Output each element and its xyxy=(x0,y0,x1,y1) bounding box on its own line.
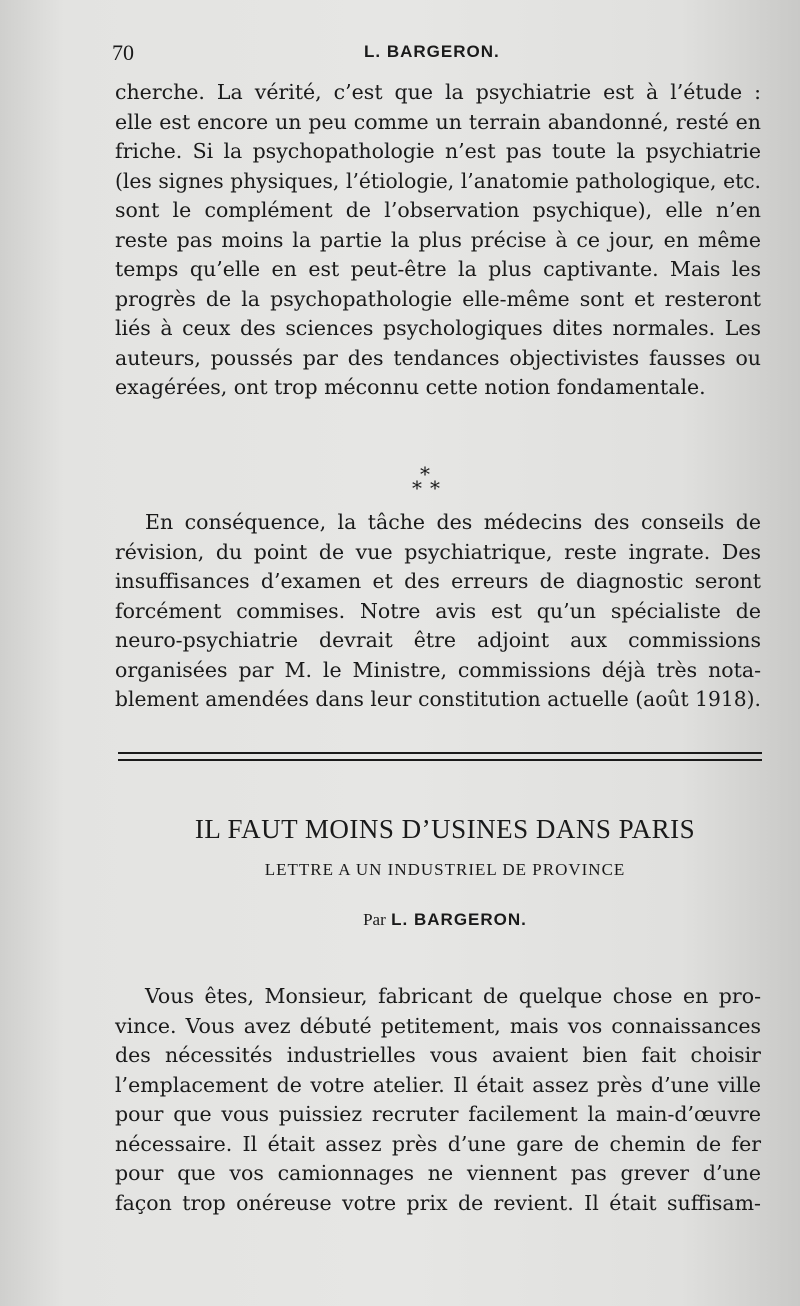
text-line: vince. Vous avez débuté petitement, mais vos connaissances xyxy=(115,1013,761,1038)
text-line: révision, du point de vue psychiatrique, reste ingrate. Des xyxy=(115,539,761,564)
text-line: exagérées, ont trop méconnu cette notion fondamentale. xyxy=(115,375,706,399)
text-line: insuffisances d’examen et des erreurs de diagnostic seront xyxy=(115,569,761,593)
text-line: elle est encore un peu comme un terrain abandonné, resté en xyxy=(115,109,761,134)
asterisk: * xyxy=(412,476,422,500)
text-line: (les signes physiques, l’étiologie, l’anatomie pathologique, etc. xyxy=(115,168,761,193)
text-line: progrès de la psychopathologie elle-même sont et resteront xyxy=(115,286,761,311)
byline-prefix: Par xyxy=(363,910,386,929)
article-title: IL FAUT MOINS D’USINES DANS PARIS xyxy=(194,814,696,844)
running-head xyxy=(112,40,762,66)
text-line: cherche. La vérité, c’est que la psychiatrie est à l’étude : xyxy=(115,80,761,104)
text-line: temps qu’elle en est peut-être la plus captivante. Mais les xyxy=(115,257,761,281)
text-line: liés à ceux des sciences psychologiques dites normales. Les xyxy=(115,316,761,340)
text-line: auteurs, poussés par des tendances objectivistes fausses ou xyxy=(115,345,761,370)
running-head-author: L. BARGERON. xyxy=(364,42,500,61)
text-line: nécessaire. Il était assez près d’une gare de chemin de fer xyxy=(115,1131,761,1156)
text-line: friche. Si la psychopathologie n’est pas toute la psychiatrie xyxy=(115,139,761,163)
text-line: Vous êtes, Monsieur, fabricant de quelque chose en pro- xyxy=(145,984,761,1008)
text-line: En conséquence, la tâche des médecins des conseils de xyxy=(145,510,761,534)
article-subtitle: LETTRE A UN INDUSTRIEL DE PROVINCE xyxy=(264,860,626,879)
article-byline xyxy=(115,910,775,930)
text-line: blement amendées dans leur constitution actuelle (août 1918). xyxy=(115,687,761,711)
text-line: façon trop onéreuse votre prix de revient. Il était suffisam- xyxy=(115,1190,761,1215)
paragraph-continued xyxy=(115,78,761,403)
asterism-separator xyxy=(400,462,460,502)
text-line: pour que vous puissiez recruter facilement la main-d’œuvre xyxy=(115,1102,761,1126)
rule-line xyxy=(118,752,762,754)
byline-author: L. BARGERON. xyxy=(391,910,527,929)
paragraph-conclusion xyxy=(115,508,761,715)
text-line: pour que vos camionnages ne viennent pas grever d’une xyxy=(115,1161,761,1185)
text-line: forcément commises. Notre avis est qu’un spécialiste de xyxy=(115,598,761,623)
asterisk: * xyxy=(430,476,440,500)
asterisk: * xyxy=(420,462,430,486)
rule-line xyxy=(118,759,762,761)
text-line: organisées par M. le Ministre, commissions déjà très nota- xyxy=(115,657,761,682)
text-line: des nécessités industrielles vous avaient bien fait choisir xyxy=(115,1043,761,1067)
text-line: reste pas moins la partie la plus précise à ce jour, en même xyxy=(115,227,761,252)
text-line: l’emplacement de votre atelier. Il était assez près d’une ville xyxy=(115,1072,761,1097)
text-line: neuro-psychiatrie devrait être adjoint aux commissions xyxy=(115,628,761,652)
paragraph-letter-opening xyxy=(115,982,761,1218)
page-number: 70 xyxy=(112,40,134,65)
text-line: sont le complément de l’observation psychique), elle n’en xyxy=(115,198,761,222)
double-rule-divider xyxy=(118,752,762,764)
